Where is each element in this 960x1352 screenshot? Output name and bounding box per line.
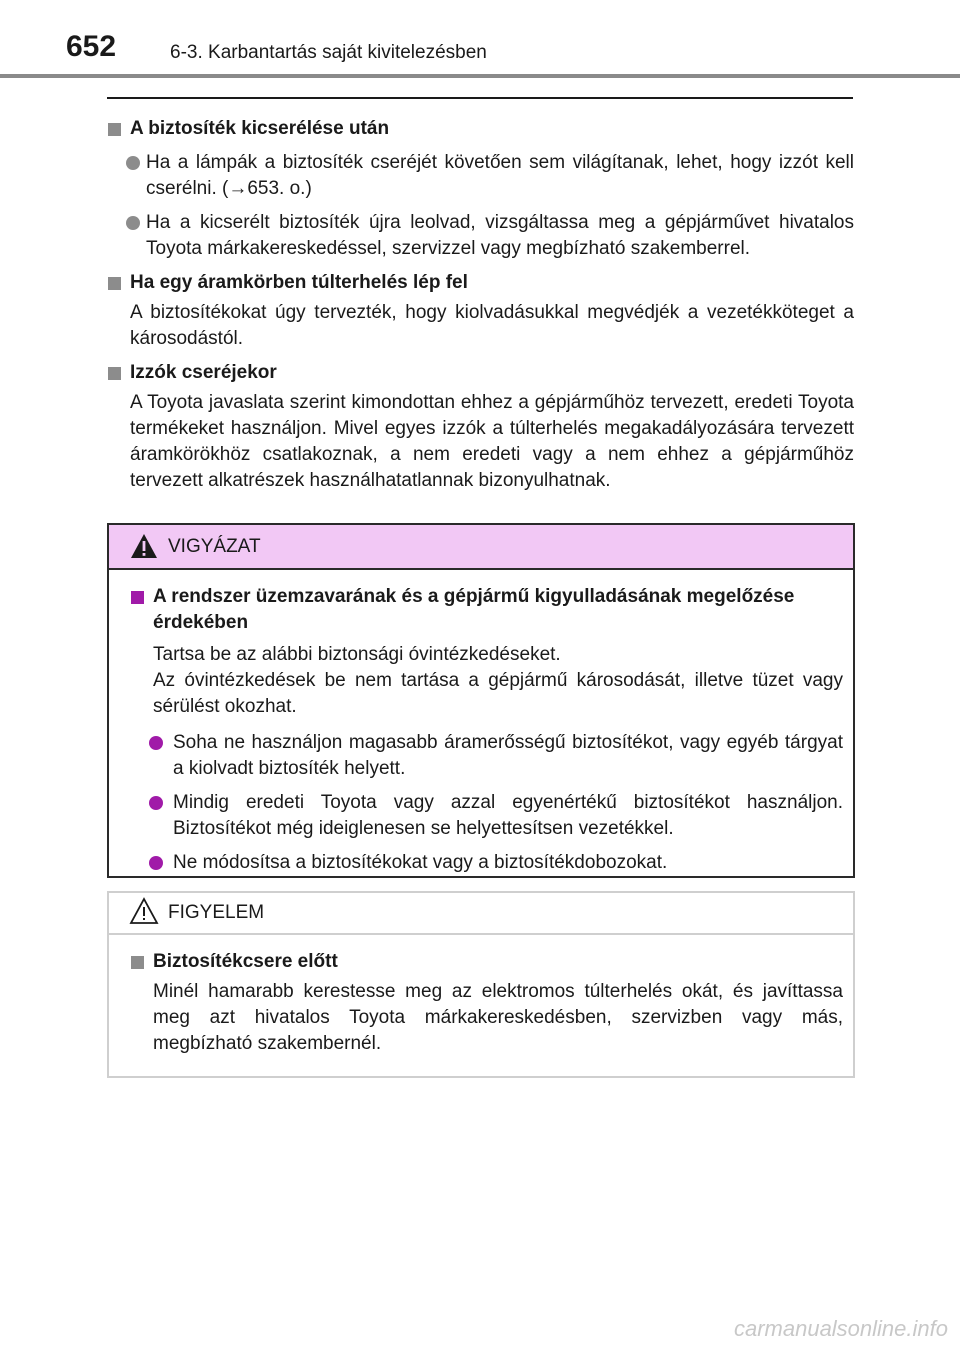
warning-triangle-icon	[130, 533, 158, 559]
section-paragraph: A Toyota javaslata szerint kimondottan ehhez a gépjárműhöz tervezett, eredeti Toyota termékeket használjon. Mivel egyes izzók a túlterhelés megakadályozására tervezett áramkörökhöz csatlakoznak, a nem eredeti vagy a nem ehhez a gépjárműhöz tervezett alkatrészek használhatatlannak bizonyulhatnak.	[130, 392, 854, 491]
chapter-title: 6-3. Karbantartás saját kivitelezésben	[170, 42, 487, 63]
section-heading: Izzók cseréjekor	[108, 360, 854, 386]
list-item: Ne módosítsa a biztosítékokat vagy a biztosítékdobozokat.	[131, 850, 843, 876]
header-divider	[0, 74, 960, 78]
notice-text: Minél hamarabb kerestesse meg az elektromos túlterhelés okát, és javíttassa meg azt hivatalos Toyota márkakereskedésben, szervizben vagy más, megbízható szakembernél.	[153, 981, 843, 1054]
footer-watermark: carmanualsonline.info	[733, 1316, 948, 1341]
list-item: Ha a lámpák a biztosíték cseréjét követően sem világítanak, lehet, hogy izzót kell cserélni. (→653. o.)	[108, 150, 854, 202]
round-bullet-icon	[126, 216, 140, 230]
warning-header	[109, 525, 853, 570]
warning-box	[107, 523, 855, 878]
warning-label: VIGYÁZAT	[168, 536, 261, 557]
list-item: Mindig eredeti Toyota vagy azzal egyenértékű biztosítékot használjon. Biztosítékot még ideiglenesen se helyettesítsen vezetékkel.	[131, 790, 843, 842]
round-bullet-icon	[149, 856, 163, 870]
content-top-rule	[107, 97, 853, 99]
notice-body	[109, 935, 853, 1057]
square-bullet-icon	[131, 956, 144, 969]
warning-heading: A rendszer üzemzavarának és a gépjármű kigyulladásának megelőzése érdekében	[131, 584, 843, 636]
round-bullet-icon	[149, 736, 163, 750]
section-paragraph: A biztosítékokat úgy tervezték, hogy kiolvadásukkal megvédjék a vezetékköteget a károsodástól.	[130, 302, 854, 349]
section-heading: A biztosíték kicserélése után	[108, 116, 854, 142]
square-bullet-icon	[108, 367, 121, 380]
notice-header	[109, 893, 853, 935]
warning-body	[109, 570, 853, 876]
caution-triangle-outline-icon	[129, 897, 159, 925]
square-bullet-icon	[131, 591, 144, 604]
list-item: Soha ne használjon magasabb áramerősségű biztosítékot, vagy egyéb tárgyat a kiolvadt biztosíték helyett.	[131, 730, 843, 782]
notice-label: FIGYELEM	[168, 902, 265, 923]
notice-heading: Biztosítékcsere előtt	[131, 949, 843, 975]
round-bullet-icon	[149, 796, 163, 810]
square-bullet-icon	[108, 123, 121, 136]
square-bullet-icon	[108, 277, 121, 290]
round-bullet-icon	[126, 156, 140, 170]
page-number: 652	[66, 30, 117, 63]
warning-text: Tartsa be az alábbi biztonsági óvintézkedéseket. Az óvintézkedések be nem tartása a gépjármű károsodását, illetve tüzet vagy sérülést okozhat.	[153, 644, 843, 717]
list-item: Ha a kicserélt biztosíték újra leolvad, vizsgáltassa meg a gépjárművet hivatalos Toyota márkakereskedéssel, szervizzel vagy megbízható szakemberrel.	[108, 210, 854, 262]
main-content	[108, 108, 854, 494]
section-heading: Ha egy áramkörben túlterhelés lép fel	[108, 270, 854, 296]
page-header	[0, 0, 960, 78]
notice-box	[107, 891, 855, 1078]
